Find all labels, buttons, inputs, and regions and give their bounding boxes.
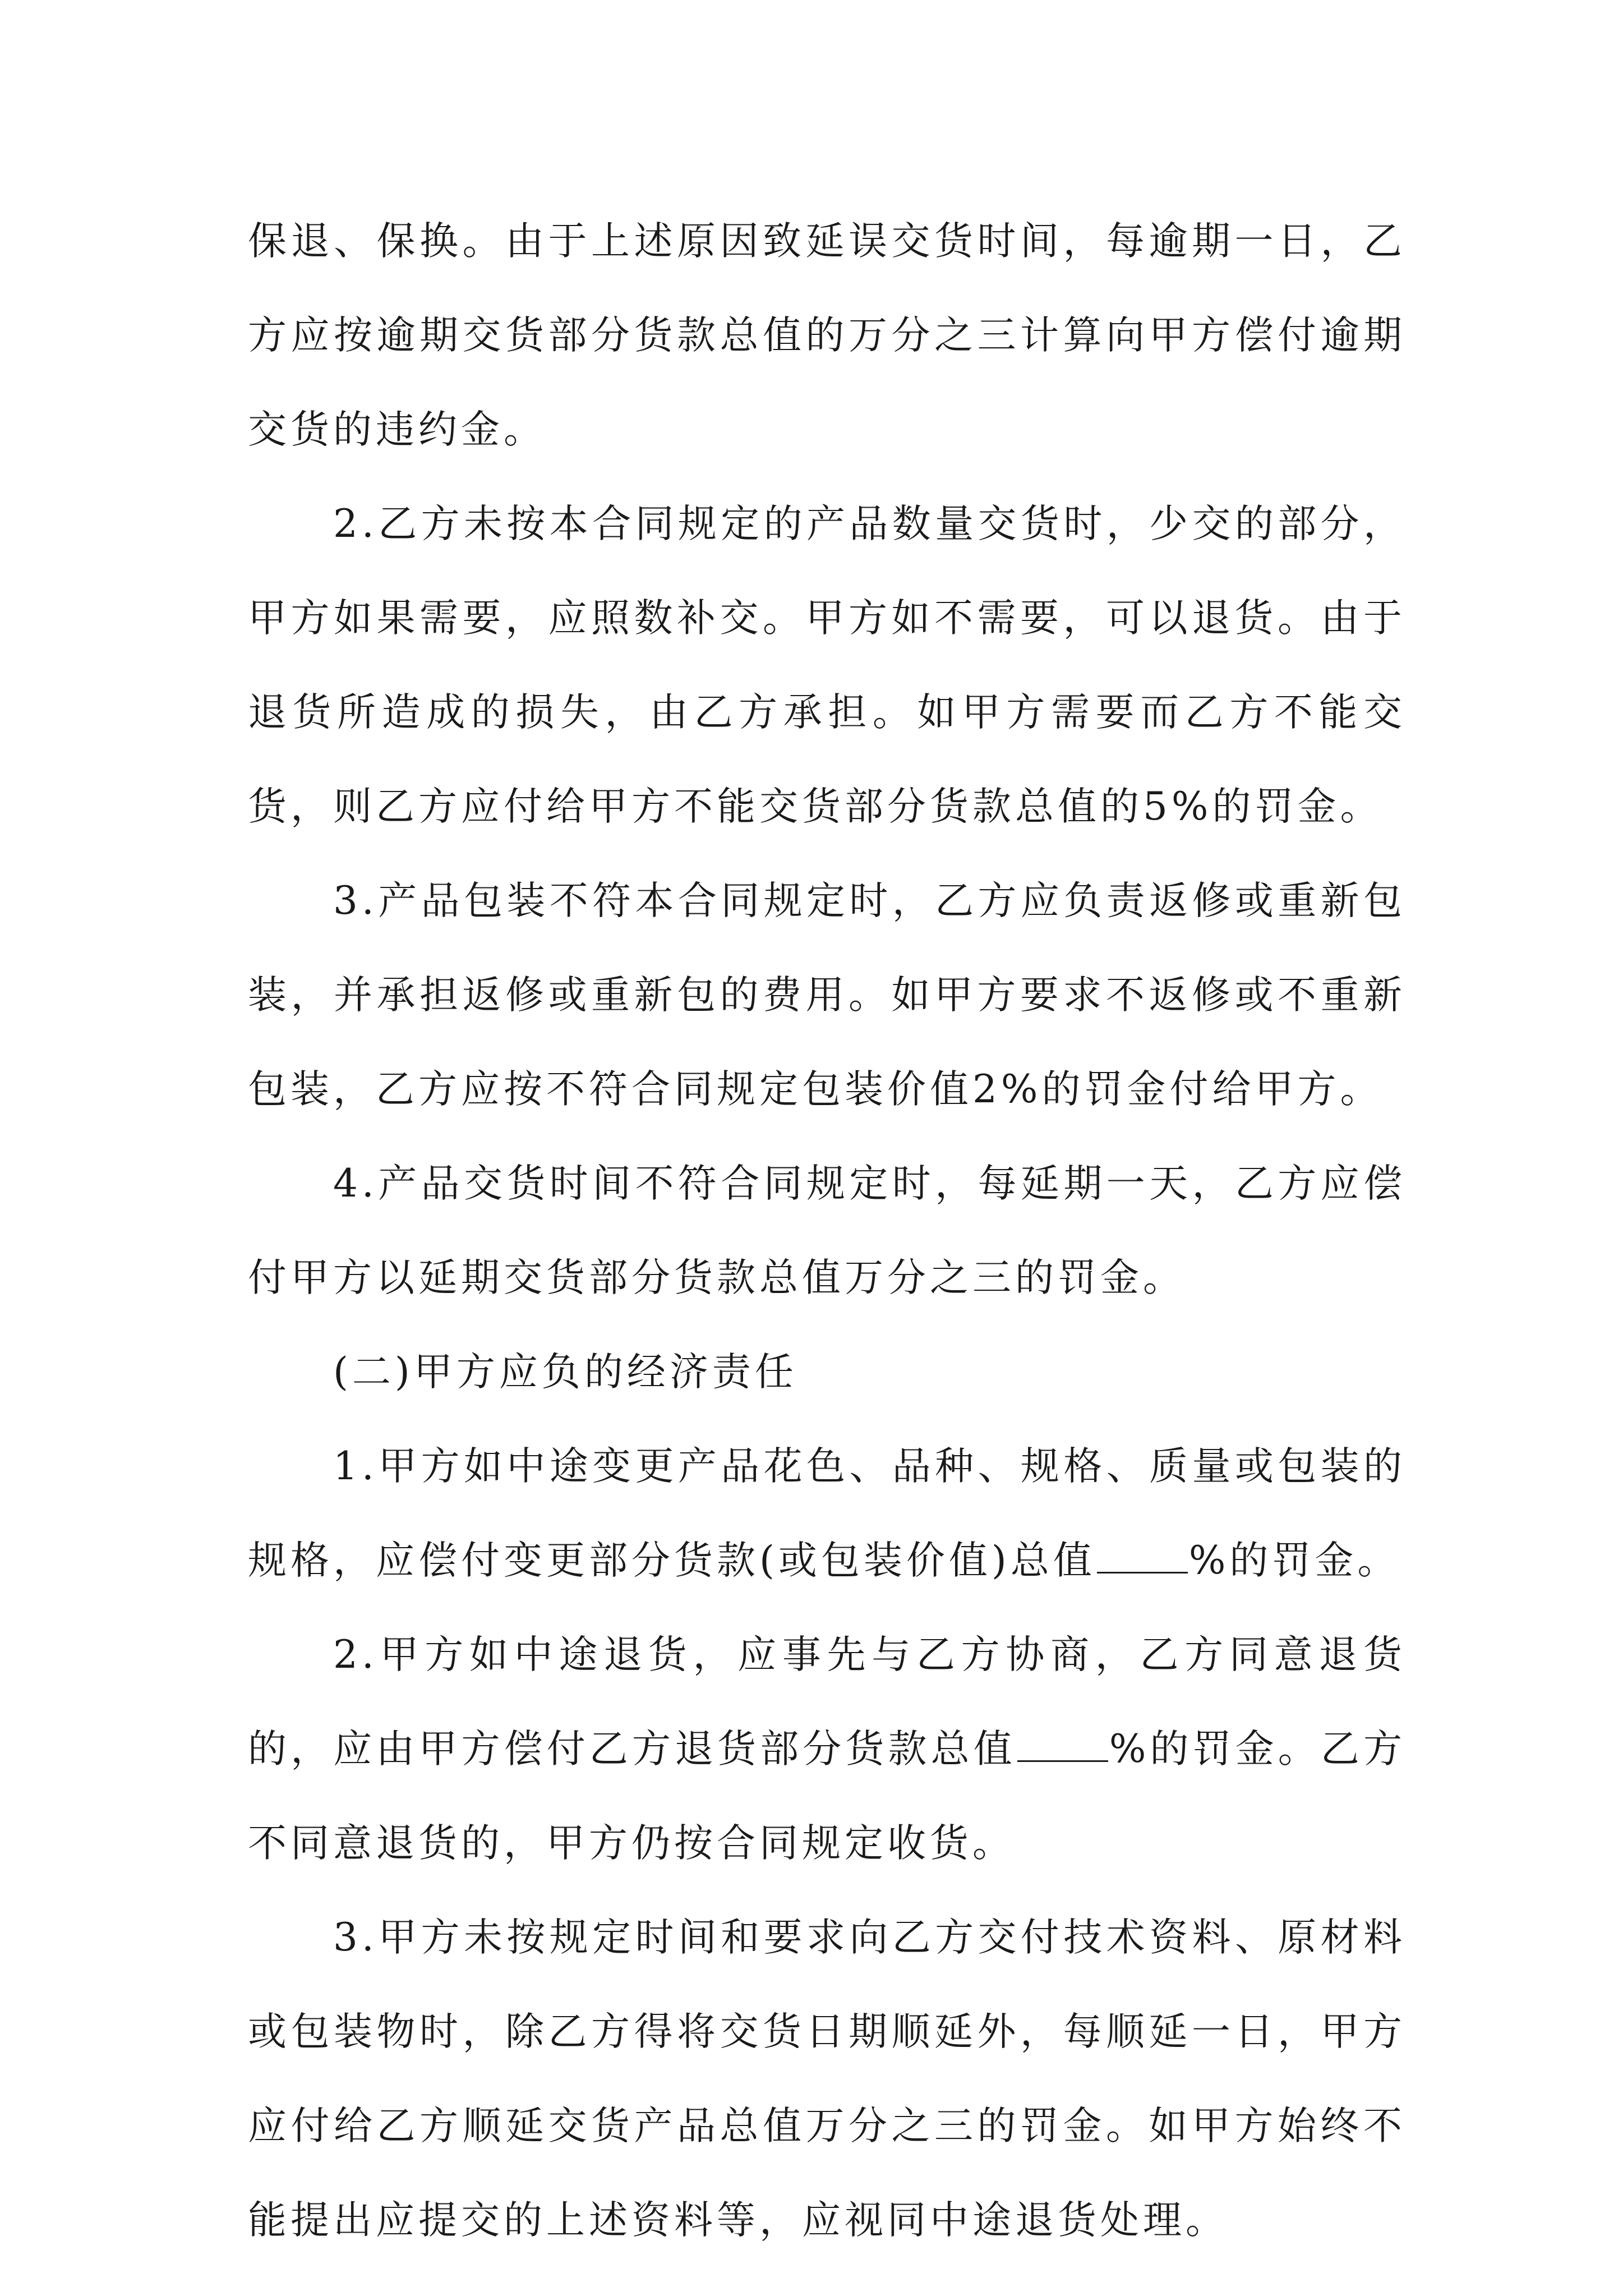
paragraph-clause-4: 4.产品交货时间不符合同规定时，每延期一天，乙方应偿付甲方以延期交货部分货款总值万分之三的罚金。: [248, 1161, 1406, 1300]
paragraph-party-a-clause-3: 3.甲方未按规定时间和要求向乙方交付技术资料、原材料或包装物时，除乙方得将交货日期顺延外，每顺延一日，甲方应付给乙方顺延交货产品总值万分之三的罚金。如甲方始终不能提出应提交的上述资料等，应视同中途退货处理。: [248, 1915, 1406, 2243]
section-heading: (二)甲方应负的经济责任: [333, 1350, 797, 1395]
fill-in-blank: [1097, 1539, 1188, 1573]
clause-text: 2.甲方如中途退货，应事先与乙方协商，乙方同意退货的，应由甲方偿付乙方退货部分货款总值: [248, 1632, 1406, 1772]
paragraph-continuation: 保退、保换。由于上述原因致延误交货时间，每逾期一日，乙方应按逾期交货部分货款总值的万分之三计算向甲方偿付逾期交货的违约金。: [248, 219, 1406, 452]
paragraph-clause-3: 3.产品包装不符本合同规定时，乙方应负责返修或重新包装，并承担返修或重新包的费用。如甲方要求不返修或不重新包装，乙方应按不符合同规定包装价值2%的罚金付给甲方。: [248, 878, 1406, 1112]
paragraph-party-a-clause-2: [248, 1608, 1406, 1890]
contract-body: [248, 194, 1406, 2267]
paragraph-party-a-clause-1: [248, 1419, 1406, 1608]
fill-in-blank: [1017, 1728, 1108, 1762]
clause-text: 1.甲方如中途变更产品花色、品种、规格、质量或包装的规格，应偿付变更部分货款(或包装价值)总值: [248, 1444, 1406, 1583]
clause-text: %的罚金。: [1188, 1538, 1400, 1583]
paragraph-clause-2: 2.乙方未按本合同规定的产品数量交货时，少交的部分，甲方如果需要，应照数补交。甲方如不需要，可以退货。由于退货所造成的损失，由乙方承担。如甲方需要而乙方不能交货，则乙方应付给甲方不能交货部分货款总值的5%的罚金。: [248, 501, 1406, 829]
clause-text: %的罚金。乙方不同意退货的，甲方仍按合同规定收货。: [248, 1727, 1406, 1866]
